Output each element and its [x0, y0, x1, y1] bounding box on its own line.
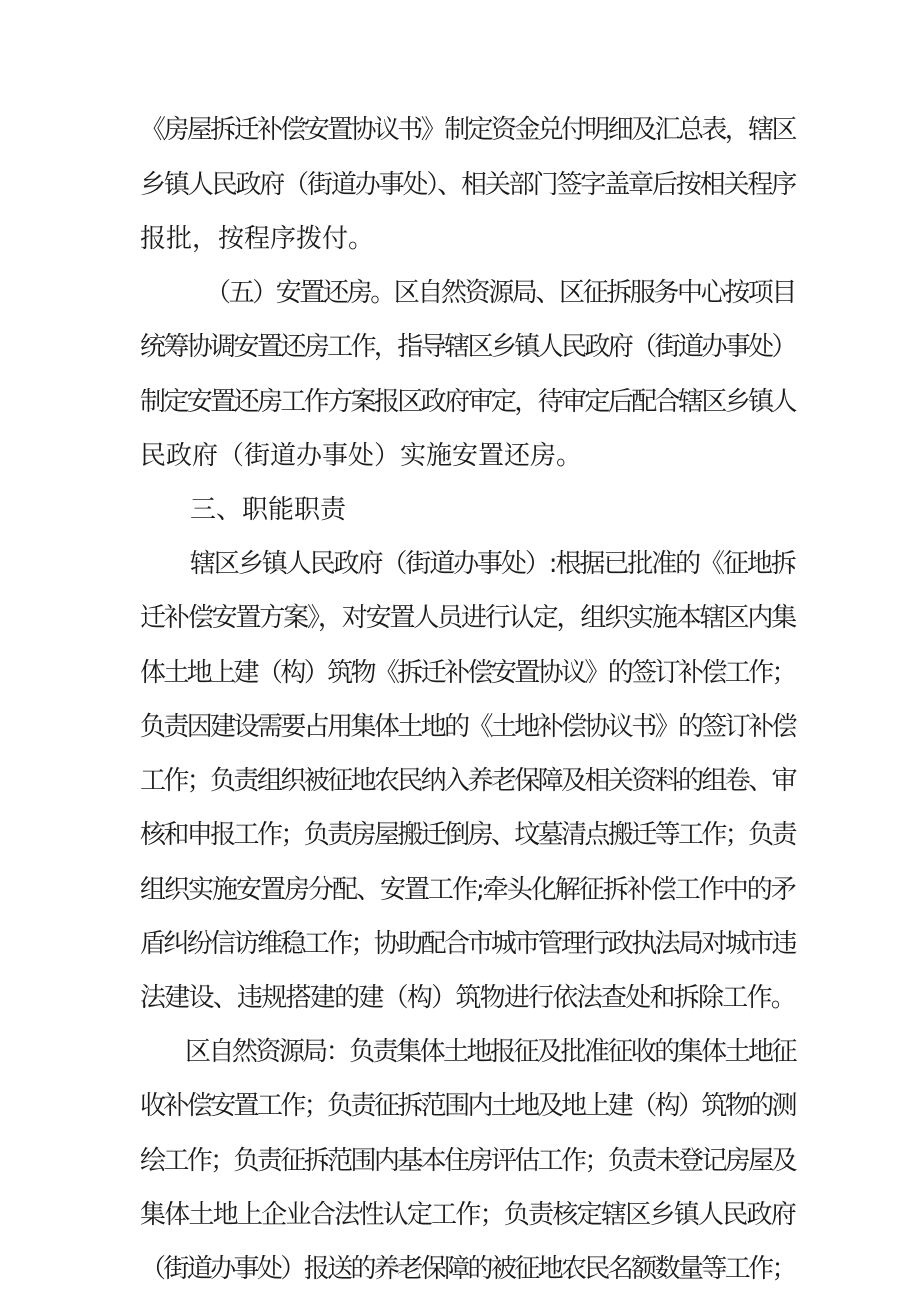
text-line: 体土地上建（构）筑物《拆迁补偿安置协议》的签订补偿工作； [140, 658, 795, 688]
text-line: 迁补偿安置方案》，对安置人员进行认定，组织实施本辖区内集 [140, 603, 796, 633]
text-line: 统筹协调安置还房工作，指导辖区乡镇人民政府（街道办事处） [140, 332, 795, 362]
text-line: 乡镇人民政府（街道办事处）、相关部门签字盖章后按相关程序 [140, 170, 796, 200]
text-line: 盾纠纷信访维稳工作；协助配合市城市管理行政执法局对城市违 [140, 929, 795, 959]
text-line: 辖区乡镇人民政府（街道办事处）:根据已批准的《征地拆 [190, 549, 795, 579]
text-line: 负责因建设需要占用集体土地的《土地补偿协议书》的签订补偿 [140, 712, 795, 742]
text-line: 《房屋拆迁补偿安置协议书》制定资金兑付明细及汇总表，辖区 [140, 115, 795, 145]
text-line: 收补偿安置工作；负责征拆范围内土地及地上建（构）筑物的测 [140, 1091, 795, 1121]
text-line: 报批，按程序拨付。 [140, 224, 375, 254]
section-heading: 三、职能职责 [190, 495, 347, 525]
text-line: 核和申报工作；负责房屋搬迁倒房、坟墓清点搬迁等工作；负责 [140, 820, 795, 850]
text-line: 法建设、违规搭建的建（构）筑物进行依法查处和拆除工作。 [140, 983, 796, 1013]
text-line: 绘工作；负责征拆范围内基本住房评估工作；负责未登记房屋及 [140, 1146, 795, 1176]
text-line: （街道办事处）报送的养老保障的被征地农民名额数量等工作； [140, 1254, 795, 1284]
text-line: （五）安置还房。区自然资源局、区征拆服务中心按项目 [205, 278, 796, 308]
text-line: 工作；负责组织被征地农民纳入养老保障及相关资料的组卷、审 [140, 766, 795, 796]
text-line: 民政府（街道办事处）实施安置还房。 [140, 441, 583, 471]
text-line: 区自然资源局：负责集体土地报征及批准征收的集体土地征 [185, 1037, 795, 1067]
text-line: 集体土地上企业合法性认定工作；负责核定辖区乡镇人民政府 [140, 1200, 796, 1230]
text-line: 组织实施安置房分配、安置工作;牵头化解征拆补偿工作中的矛 [140, 875, 795, 905]
text-line: 制定安置还房工作方案报区政府审定，待审定后配合辖区乡镇人 [140, 387, 795, 417]
